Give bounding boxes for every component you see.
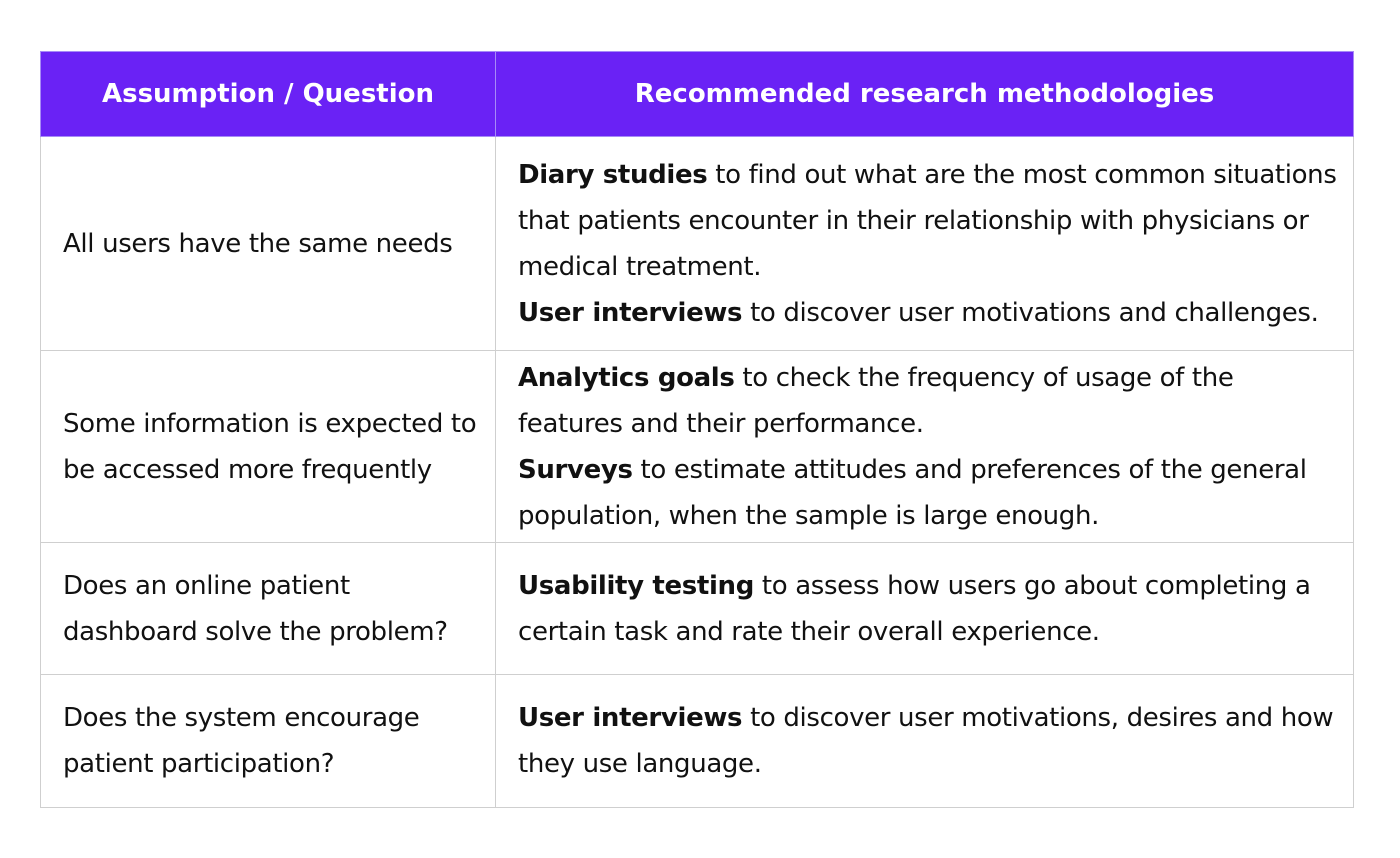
table-header <box>41 52 1354 137</box>
method-description: to discover user motivations and challenges. <box>742 297 1319 328</box>
assumption-cell: All users have the same needs <box>41 137 496 351</box>
methods-cell <box>496 543 1354 675</box>
method-name: Surveys <box>518 454 633 485</box>
method-entry <box>518 695 1339 787</box>
method-description: to check the frequency of usage of the features and their performance. <box>518 362 1234 439</box>
methods-cell <box>496 137 1354 351</box>
method-description: to assess how users go about completing a certain task and rate their overall experience. <box>518 570 1311 647</box>
method-entry <box>518 447 1339 539</box>
assumption-cell: Does an online patient dashboard solve the problem? <box>41 543 496 675</box>
method-entry <box>518 563 1339 655</box>
research-methodologies-table <box>40 51 1354 808</box>
methods-column-header: Recommended research methodologies <box>496 52 1354 137</box>
methods-cell <box>496 675 1354 808</box>
table-row <box>41 351 1354 543</box>
table-row <box>41 675 1354 808</box>
table-body <box>41 137 1354 808</box>
method-name: Diary studies <box>518 159 708 190</box>
method-entry <box>518 152 1339 290</box>
method-name: User interviews <box>518 297 743 328</box>
method-description: to estimate attitudes and preferences of the general population, when the sample is large enough. <box>518 454 1307 531</box>
assumption-cell: Some information is expected to be accessed more frequently <box>41 351 496 543</box>
method-description: to discover user motivations, desires and how they use language. <box>518 703 1334 779</box>
assumption-cell: Does the system encourage patient participation? <box>41 675 496 808</box>
method-name: Usability testing <box>518 570 754 601</box>
table-row <box>41 543 1354 675</box>
assumption-column-header: Assumption / Question <box>41 52 496 137</box>
method-description: to find out what are the most common situations that patients encounter in their relationship with physicians or medical treatment. <box>518 159 1337 282</box>
method-entry <box>518 290 1339 336</box>
table-header-row <box>41 52 1354 137</box>
methods-cell <box>496 351 1354 543</box>
table-row <box>41 137 1354 351</box>
method-name: Analytics goals <box>518 362 735 393</box>
method-entry <box>518 355 1339 447</box>
method-name: User interviews <box>518 703 743 733</box>
